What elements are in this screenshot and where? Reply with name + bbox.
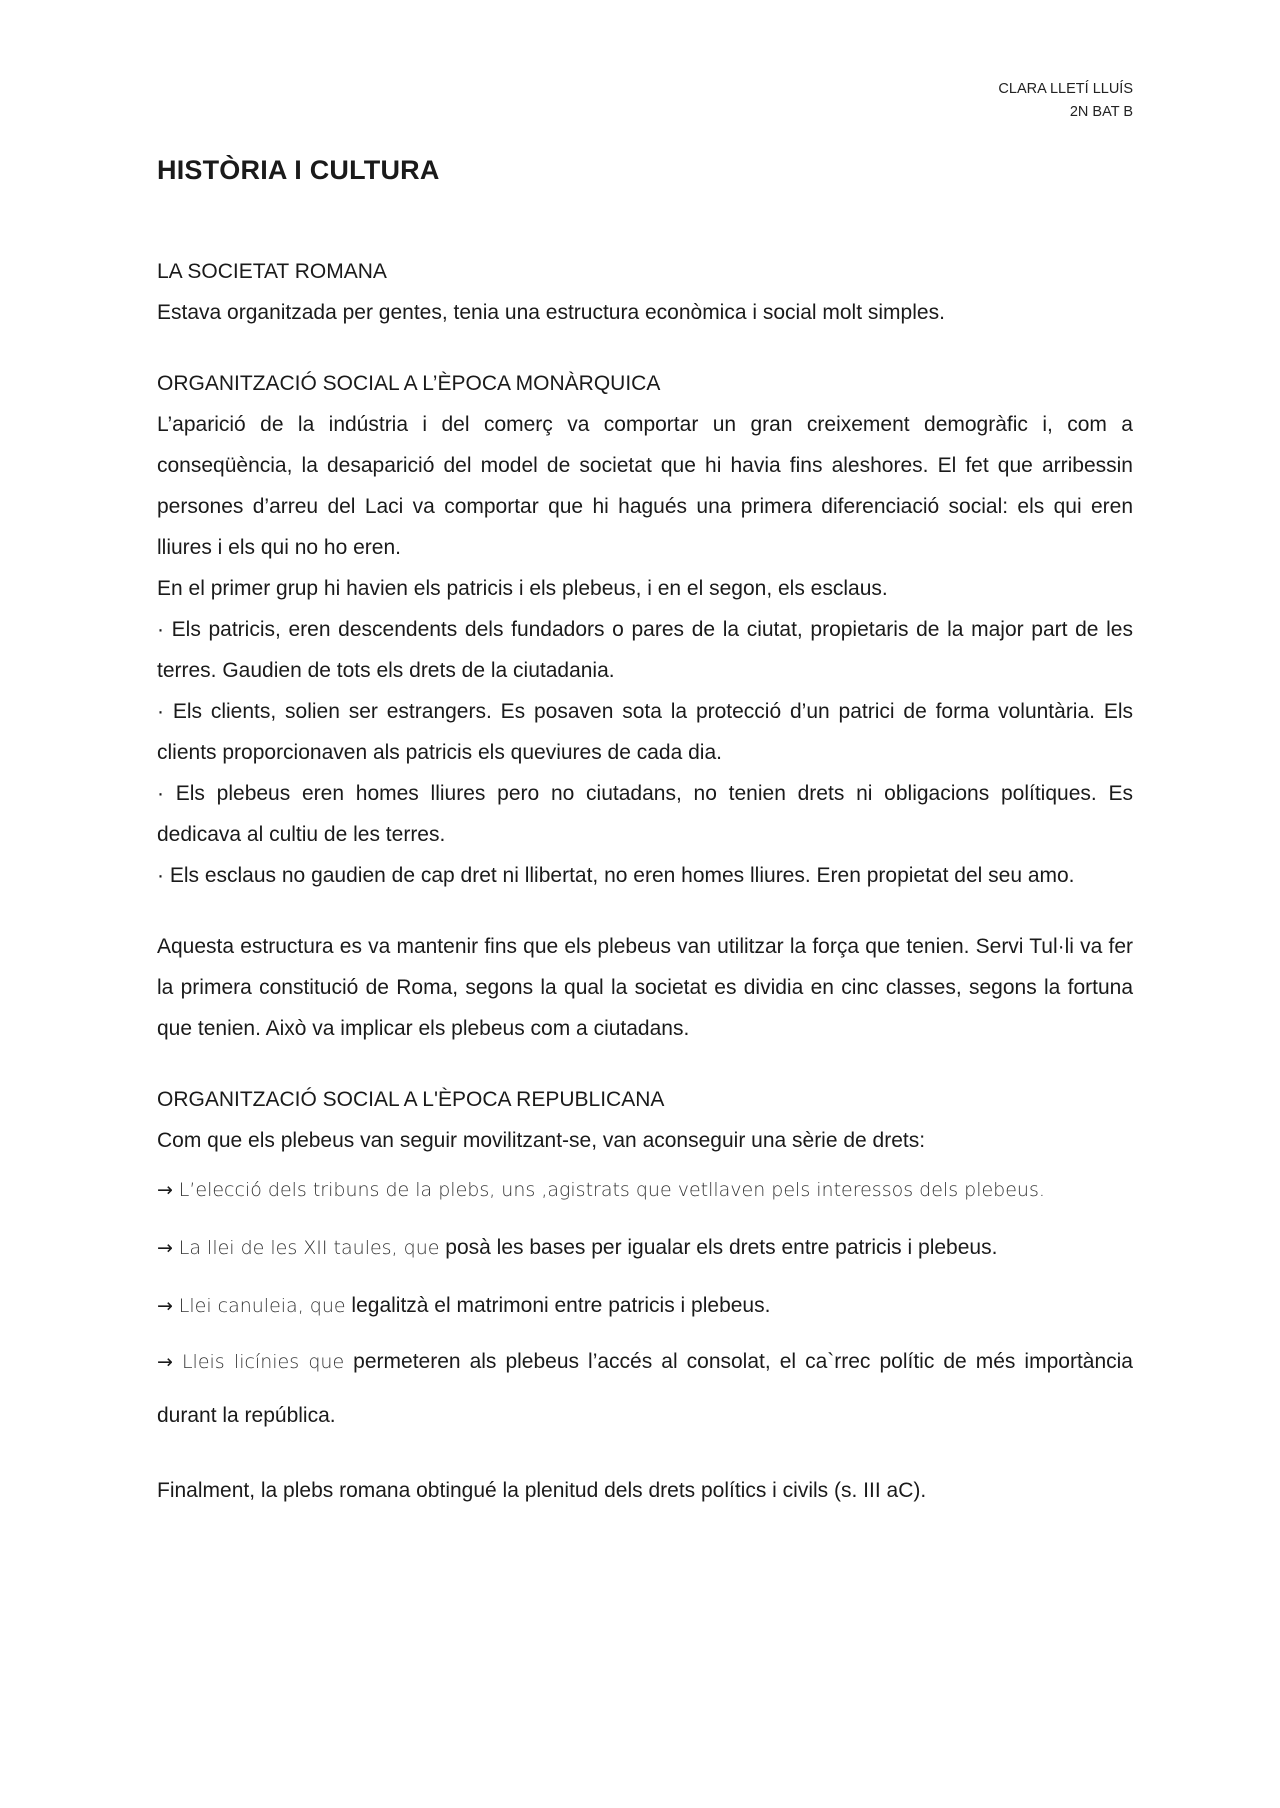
document-page [157,0,1133,1808]
document-body [157,251,1133,1511]
author-name: CLARA LLETÍ LLUÍS [998,81,1133,97]
paragraph-groups: En el primer grup hi havien els patricis i els plebeus, i en el segon, els esclaus. [157,577,888,600]
right-name-canuleia: Llei canuleia, que [178,1295,346,1317]
paragraph-monarchic-intro: L’aparició de la indústria i del comerç va comportar un gran creixement demogràfic i, com a conseqüència, la desaparició del model de societat que hi havia fins aleshores. El fet que arribessin persones d’arreu del Laci va comportar que hi hagués una primera diferenciació social: els qui eren lliures i els qui no ho eren. [157,413,1133,559]
right-name-xii-taules: La llei de les XII taules, que [178,1237,440,1259]
right-name-licinies: Lleis licínies que [181,1351,345,1373]
section-heading-roman-society: LA SOCIETAT ROMANA [157,260,387,283]
document-title: HISTÒRIA I CULTURA [157,155,440,185]
paragraph-servi-tulli: Aquesta estructura es va mantenir fins que els plebeus van utilitzar la força que tenien. Servi Tul·li va fer la primera constitució de Roma, segons la qual la societat es dividia en cinc classes, segons la fortuna que tenien. Això va implicar els plebeus com a ciutadans. [157,935,1133,1040]
section-heading-monarchic: ORGANITZACIÓ SOCIAL A L’ÈPOCA MONÀRQUICA [157,372,661,395]
right-text-xii-taules: posà les bases per igualar els drets entre patricis i plebeus. [445,1236,998,1259]
right-item-licinies [157,1335,1133,1442]
page-header [998,78,1133,124]
bullet-esclaus: · Els esclaus no gaudien de cap dret ni llibertat, no eren homes lliures. Eren propietat del seu amo. [157,864,1075,887]
section-heading-republican: ORGANITZACIÓ SOCIAL A L'ÈPOCA REPUBLICANA [157,1088,665,1111]
right-text-tribuns: L’elecció dels tribuns de la plebs, uns ,agistrats que vetllaven pels interessos dels plebeus. [178,1179,1045,1201]
arrow-right-icon: → [157,1295,173,1317]
right-item-canuleia [157,1277,1133,1335]
bullet-plebeus: · Els plebeus eren homes lliures pero no ciutadans, no tenien drets ni obligacions polítiques. Es dedicava al cultiu de les terres. [157,782,1133,846]
bullet-clients: · Els clients, solien ser estrangers. Es posaven sota la protecció d’un patrici de forma voluntària. Els clients proporcionaven als patricis els queviures de cada dia. [157,700,1133,764]
right-text-licinies: permeteren als plebeus l’accés al consolat, el ca`rrec polític de més importància durant la república. [157,1350,1133,1427]
section-text-roman-society: Estava organitzada per gentes, tenia una estructura econòmica i social molt simples. [157,301,945,324]
right-item-tribuns [157,1161,1133,1219]
right-item-xii-taules [157,1219,1133,1277]
arrow-right-icon: → [157,1351,173,1373]
class-label: 2N BAT B [1069,104,1133,120]
right-text-canuleia: legalitzà el matrimoni entre patricis i plebeus. [351,1294,771,1317]
arrow-right-icon: → [157,1237,173,1259]
paragraph-conclusion: Finalment, la plebs romana obtingué la plenitud dels drets polítics i civils (s. III aC). [157,1479,927,1502]
paragraph-republican-intro: Com que els plebeus van seguir movilitzant-se, van aconseguir una sèrie de drets: [157,1129,926,1152]
arrow-right-icon: → [157,1179,173,1201]
bullet-patricis: · Els patricis, eren descendents dels fundadors o pares de la ciutat, propietaris de la major part de les terres. Gaudien de tots els drets de la ciutadania. [157,618,1133,682]
